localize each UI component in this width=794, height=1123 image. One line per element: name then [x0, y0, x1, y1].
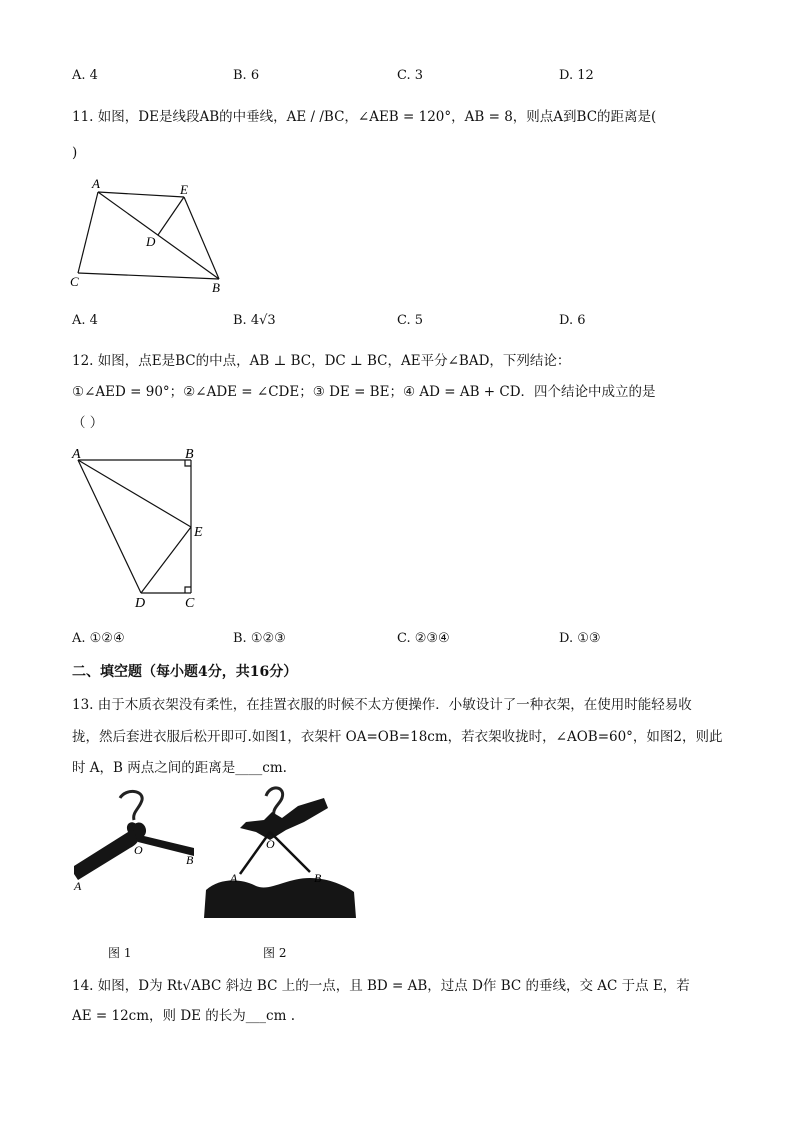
q13-stem-line2: 拢，然后套进衣服后松开即可.如图1，衣架杆 OA=OB=18cm，若衣架收拢时，∠AOB=60°，如图2，则此 [72, 729, 723, 745]
q11-figure [66, 176, 236, 294]
q12-figure [66, 444, 216, 614]
q12-label-a: A [72, 447, 81, 462]
q13-stem-line3: 时 A，B 两点之间的距离是____cm. [72, 760, 287, 776]
q13-fig1-label-a: A [74, 879, 82, 893]
q11-segment-ac [78, 192, 98, 273]
q13-stem-line1: 13. 由于木质衣架没有柔性，在挂置衣服的时候不太方便操作．小敏设计了一种衣架，在使用时能轻易收 [72, 697, 692, 713]
q12-label-c: C [185, 596, 195, 611]
q13-fig2-label-b: B [314, 871, 322, 885]
hanger-hook-1 [120, 791, 142, 820]
q11-stem-line1: 11. 如图，DE是线段AB的中垂线，AE / /BC，∠AEB = 120°，AB = 8，则点A到BC的距离是( [72, 109, 657, 125]
q12-segment-de [141, 527, 191, 593]
q11-stem-line2: ) [72, 145, 78, 161]
section-heading: 二、填空题（每小题4分，共16分） [72, 664, 298, 680]
q12-label-b: B [185, 447, 194, 462]
q11-label-e: E [180, 182, 188, 197]
q11-option-b: B. 4√3 [233, 313, 276, 328]
q12-segment-ae [78, 460, 191, 527]
q12-stem-line1: 12. 如图，点E是BC的中点，AB ⊥ BC，DC ⊥ BC，AE平分∠BAD，下列结论： [72, 353, 571, 369]
q10-option-b: B. 6 [233, 68, 260, 83]
q11-option-c: C. 5 [397, 313, 424, 328]
q12-right-angle-c [185, 587, 191, 593]
q10-option-d: D. 12 [559, 68, 594, 83]
q12-stem-line2: ①∠AED = 90°；②∠ADE = ∠CDE；③ DE = BE；④ AD = AB + CD．四个结论中成立的是 [72, 384, 656, 400]
q12-option-b: B. ①②③ [233, 631, 286, 646]
q12-option-c: C. ②③④ [397, 631, 450, 646]
hanger-arm-right-2 [270, 832, 310, 872]
q13-fig1-label-b: B [186, 853, 194, 867]
q12-stem-line3: （ ） [72, 415, 104, 431]
q11-label-a: A [92, 176, 100, 191]
q11-label-d: D [146, 234, 156, 249]
q10-option-a: A. 4 [72, 68, 98, 83]
q12-option-a: A. ①②④ [72, 631, 125, 646]
q12-label-d: D [135, 596, 146, 611]
q13-fig2-label-a: A [230, 871, 238, 885]
clothing-shape [204, 878, 356, 918]
q13-figure-1 [72, 786, 204, 896]
q14-stem-line1: 14. 如图，D为 Rt√ABC 斜边 BC 上的一点，且 BD = AB，过点 D作 BC 的垂线，交 AC 于点 E，若 [72, 978, 690, 994]
q13-fig1-caption: 图 1 [108, 946, 132, 960]
q13-fig2-label-o: O [266, 837, 275, 851]
q13-fig1-label-o: O [134, 843, 143, 857]
q11-segment-ae [98, 192, 184, 197]
q12-segment-ad [78, 460, 141, 593]
q10-option-c: C. 3 [397, 68, 424, 83]
q11-option-a: A. 4 [72, 313, 98, 328]
hanger-hook-2 [266, 788, 283, 816]
hanger-arm-left-1 [74, 822, 140, 880]
hanger-top-2 [240, 798, 328, 840]
q11-label-c: C [70, 274, 79, 289]
q11-segment-de [158, 197, 184, 235]
q11-option-d: D. 6 [559, 313, 586, 328]
q11-segment-cb [78, 273, 219, 279]
q13-fig2-caption: 图 2 [263, 946, 287, 960]
q13-figure-2 [200, 782, 360, 922]
q12-option-d: D. ①③ [559, 631, 601, 646]
q11-label-b: B [212, 280, 220, 294]
q12-label-e: E [194, 525, 203, 540]
q14-stem-line2: AE = 12cm，则 DE 的长为___cm . [72, 1008, 295, 1024]
